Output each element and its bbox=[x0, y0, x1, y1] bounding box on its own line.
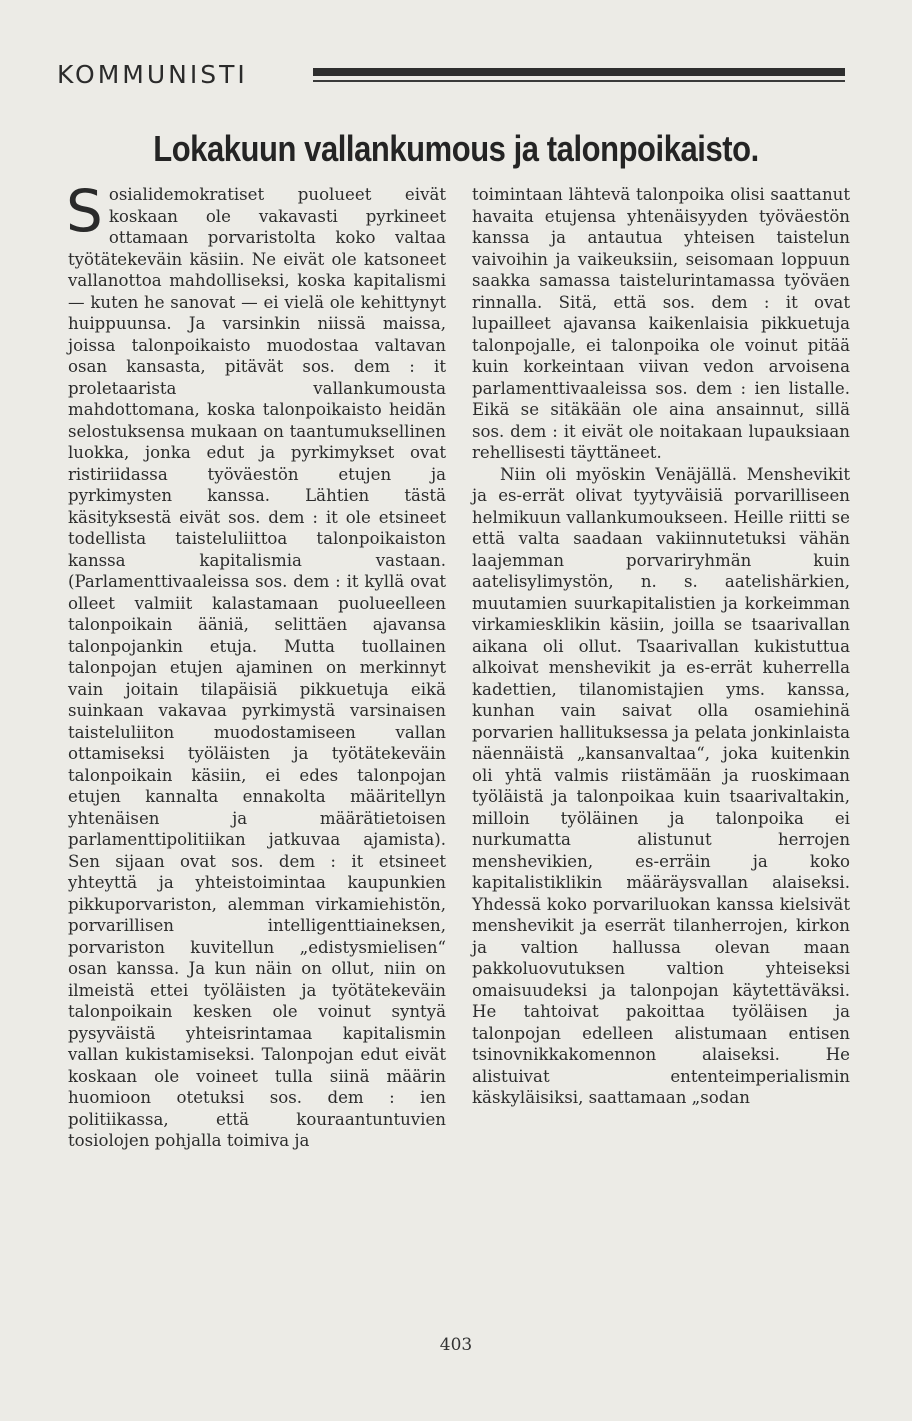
right-paragraph-2: Niin oli myöskin Venäjällä. Menshevikit ja es-errät olivat tyytyväisiä porvarilliseen helmikuun vallankumoukseen. Heille riitti se että valta saadaan vakiinnutetuksi vähän laajemman porvariryhmän kuin aatelisylimystön, n. s. aatelishärkien, muutamien suurkapitalistien ja korkeimman virkamiesklikin käsiin, joilla se tsaarivallan aikana oli ollut. Tsaarivallan kukistuttua alkoivat menshevikit ja es-errät kuherrella kadettien, tilanomistajien yms. kanssa, kunhan vain saivat olla osamiehinä porvarien hallituksessa ja pelata jonkinlaista näennäistä „kansanvaltaa“, joka kuitenkin oli yhtä valmis riistämään ja ruoskimaan työläistä ja talonpoikaa kuin tsaarivaltakin, milloin työläinen ja talonpoika ei nurkumatta alistunut herrojen menshevikien, es-erräin ja koko kapitalistiklikin määräysvallan alaiseksi. Yhdessä koko porvariluokan kanssa kielsivät menshevikit ja eserrät tilanherrojen, kirkon ja valtion hallussa olevan maan pakkoluovutuksen valtion yhteiseksi omaisuudeksi ja talonpojan käytettäväksi. He tahtoivat pakoittaa työläisen ja talonpojan edelleen alistumaan entisen tsinovnikkakomennon alaiseksi. He alistuivat ententeimperialismin käskyläisiksi, saattamaan „sodan bbox=[472, 464, 850, 1107]
running-header bbox=[57, 58, 845, 98]
left-column bbox=[66, 177, 446, 1152]
left-paragraph-1 bbox=[66, 177, 446, 1152]
header-rule-thin bbox=[313, 80, 845, 82]
drop-cap: S bbox=[66, 177, 103, 245]
page-number: 403 bbox=[439, 1335, 473, 1355]
header-rule-thick bbox=[313, 68, 845, 76]
right-column bbox=[472, 184, 850, 1109]
article-title: Lokakuun vallankumous ja talonpoikaisto. bbox=[153, 128, 759, 169]
journal-name: KOMMUNISTI bbox=[57, 60, 248, 89]
right-paragraph-1: toimintaan lähtevä talonpoika olisi saattanut havaita etujensa yhtenäisyyden työväestön kanssa ja antautua yhteisen taistelun vaivoihin ja vaikeuksiin, seisomaan loppuun saakka samassa taistelurintamassa työväen rinnalla. Sitä, että sos. dem : it ovat lupailleet ajavansa kaikenlaisia pikkuetuja talonpojalle, ei talonpoika ole voinut pitää kuin korkeintaan viivan vedon arvoisena parlamenttivaaleissa sos. dem : ien listalle. Eikä se sitäkään ole aina ansainnut, sillä sos. dem : it eivät ole noitakaan lupauksiaan rehellisesti täyttäneet. bbox=[472, 185, 850, 462]
left-paragraph-1-text: osialidemokratiset puolueet eivät koskaan ole vakavasti pyrkineet ottamaan porvaristolta koko valtaa työtätekeväin käsiin. Ne eivät ole katsoneet vallanottoa mahdolliseksi, koska kapitalismi — kuten he sanovat — ei vielä ole kehittynyt huippuunsa. Ja varsinkin niissä maissa, joissa talonpoikaisto muodostaa valtavan osan kansasta, pitävät sos. dem : it proletaarista vallankumousta mahdottomana, koska talonpoikaisto heidän selostuksensa mukaan on taantumuksellinen luokka, jonka edut ja pyrkimykset ovat ristiriidassa työväestön etujen ja pyrkimysten kanssa. Lähtien tästä käsityksestä eivät sos. dem : it ole etsineet todellista taisteluliittoa talonpoikaiston kanssa kapitalismia vastaan. (Parlamenttivaaleissa sos. dem : it kyllä ovat olleet valmiit kalastamaan puolueelleen talonpoikain ääniä, selittäen ajavansa talonpojankin etuja. Mutta tuollainen talonpojan etujen ajaminen on merkinnyt vain joitain tilapäisiä pikkuetuja eikä suinkaan vakavaa pyrkimystä varsinaisen taisteluliiton muodostamiseen vallan ottamiseksi työläisten ja työtätekeväin talonpoikain käsiin, ei edes talonpojan etujen kannalta ennakolta määritellyn yhtenäisen ja määrätietoisen parlamenttipolitiikan jatkuvaa ajamista). Sen sijaan ovat sos. dem : it etsineet yhteyttä ja yhteistoimintaa kaupunkien pikkuporvariston, alemman virkamiehistön, porvarillisen intelligenttiaineksen, porvariston kuvitellun „edistysmielisen“ osan kanssa. Ja kun näin on ollut, niin on ilmeistä ettei työläisten ja työtätekeväin talonpoikain kesken ole voinut syntyä pysyväistä yhteisrintamaa kapitalismin vallan kukistamiseksi. Talonpojan edut eivät koskaan ole voineet tulla siinä määrin huomioon otetuksi sos. dem : ien politiikassa, että kouraantuntuvien tosiolojen pohjalla toimiva ja bbox=[68, 185, 446, 1150]
